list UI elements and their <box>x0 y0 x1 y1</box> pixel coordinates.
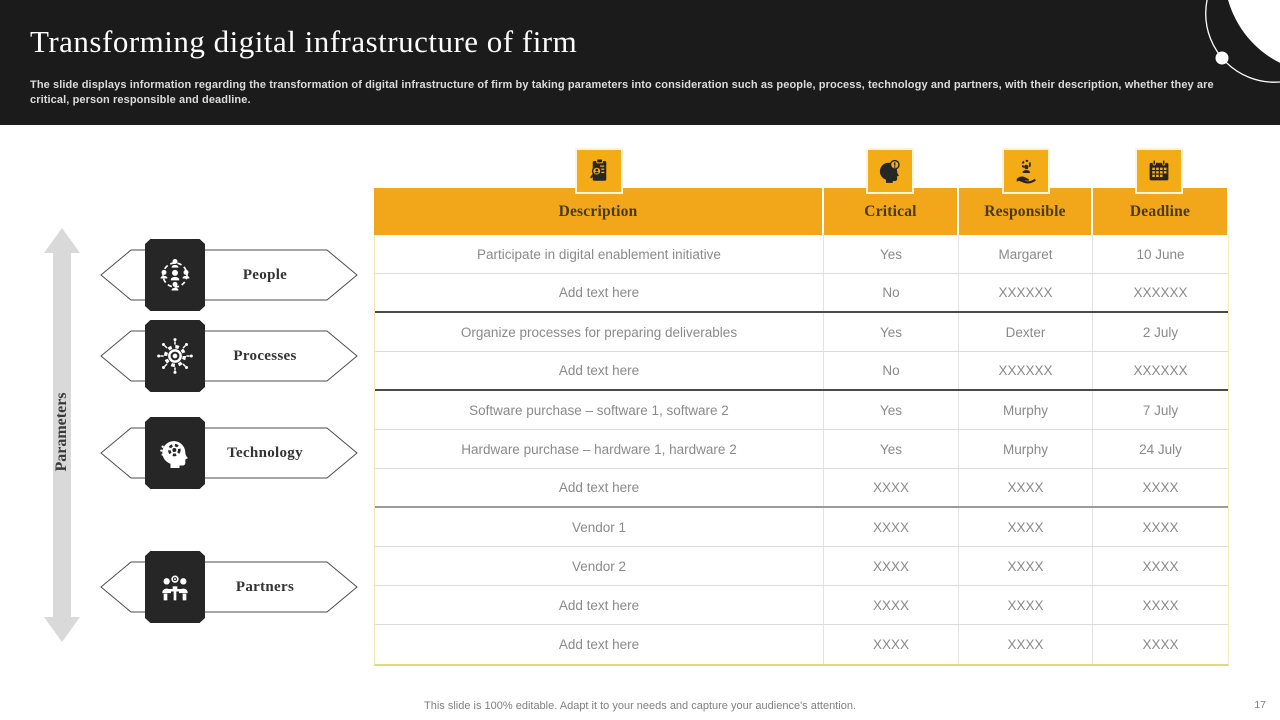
column-header-description: Description <box>374 188 822 235</box>
cell-responsible: Murphy <box>959 430 1093 468</box>
cell-critical: No <box>824 352 959 389</box>
cell-critical: Yes <box>824 391 959 429</box>
cell-description: Add text here <box>375 586 824 624</box>
cell-responsible: Margaret <box>959 235 1093 273</box>
table-row <box>375 235 1228 274</box>
column-header-critical: Critical <box>824 188 957 235</box>
cell-responsible: XXXX <box>959 469 1093 506</box>
cell-critical: XXXX <box>824 547 959 585</box>
clipboard-search-icon <box>575 148 623 194</box>
cell-description: Add text here <box>375 469 824 506</box>
cell-deadline: XXXXXX <box>1133 285 1188 300</box>
people-network-icon <box>145 239 205 311</box>
cell-deadline: 10 June <box>1136 246 1185 262</box>
parameter-banner-technology <box>100 427 358 479</box>
cell-critical: Yes <box>824 235 959 273</box>
calendar-icon <box>1135 148 1183 194</box>
cell-description: Vendor 1 <box>375 508 824 546</box>
cell-critical: Yes <box>824 313 959 351</box>
cell-description: Participate in digital enablement initiative <box>375 235 824 273</box>
table-row <box>375 508 1228 547</box>
cell-responsible: XXXX <box>959 586 1093 624</box>
parameter-banner-processes <box>100 330 358 382</box>
cell-responsible: Dexter <box>959 313 1093 351</box>
cell-deadline: XXXX <box>1142 597 1179 613</box>
table-row <box>375 625 1228 664</box>
parameters-axis-label: Parameters <box>53 392 70 472</box>
cell-deadline: XXXX <box>1142 519 1179 535</box>
table-row <box>375 313 1228 352</box>
column-header-responsible: Responsible <box>959 188 1091 235</box>
header-band <box>0 0 1280 125</box>
cell-deadline: XXXXXX <box>1133 363 1188 378</box>
table-row <box>375 391 1228 430</box>
partners-meeting-icon <box>145 551 205 623</box>
cell-responsible: XXXX <box>959 508 1093 546</box>
parameter-label: People <box>242 266 288 283</box>
cell-critical: XXXX <box>824 508 959 546</box>
table-header-row <box>374 188 1227 235</box>
parameter-banner-people <box>100 249 358 301</box>
editable-footnote: This slide is 100% editable. Adapt it to your needs and capture your audience's attention. <box>424 700 856 712</box>
parameter-label: Technology <box>227 444 303 461</box>
head-alert-icon <box>866 148 914 194</box>
cell-description: Organize processes for preparing deliverables <box>375 313 824 351</box>
cell-responsible: XXXX <box>959 547 1093 585</box>
cell-description: Add text here <box>375 352 824 389</box>
head-gear-icon <box>145 417 205 489</box>
table-row <box>375 352 1228 391</box>
process-gear-icon <box>145 320 205 392</box>
cell-description: Add text here <box>375 274 824 311</box>
cell-description: Hardware purchase – hardware 1, hardware 2 <box>375 430 824 468</box>
cell-description: Software purchase – software 1, software 2 <box>375 391 824 429</box>
slide-title: Transforming digital infrastructure of firm <box>30 24 578 59</box>
table-body <box>374 235 1229 666</box>
page-number: 17 <box>1254 699 1266 711</box>
table-row <box>375 430 1228 469</box>
cell-deadline: XXXX <box>1142 637 1179 652</box>
column-header-deadline: Deadline <box>1093 188 1227 235</box>
cell-critical: XXXX <box>824 625 959 664</box>
cell-critical: Yes <box>824 430 959 468</box>
parameter-label: Processes <box>233 347 297 364</box>
parameter-banner-partners <box>100 561 358 613</box>
cell-responsible: XXXXXX <box>959 352 1093 389</box>
cell-deadline: 7 July <box>1142 402 1179 418</box>
cell-deadline: 24 July <box>1139 441 1182 457</box>
cell-description: Vendor 2 <box>375 547 824 585</box>
cell-deadline: 2 July <box>1142 324 1179 340</box>
parameter-label: Partners <box>235 578 295 595</box>
corner-circle-decoration <box>1110 0 1280 125</box>
cell-critical: XXXX <box>824 586 959 624</box>
cell-deadline: XXXX <box>1142 480 1179 495</box>
table-row <box>375 274 1228 313</box>
cell-critical: XXXX <box>824 469 959 506</box>
cell-critical: No <box>824 274 959 311</box>
hand-person-gear-icon <box>1002 148 1050 194</box>
table-row <box>375 469 1228 508</box>
cell-responsible: Murphy <box>959 391 1093 429</box>
cell-responsible: XXXXXX <box>959 274 1093 311</box>
table-row <box>375 586 1228 625</box>
table-row <box>375 547 1228 586</box>
cell-description: Add text here <box>375 625 824 664</box>
slide-subtitle: The slide displays information regarding the transformation of digital infrastructure of firm by taking parameters into consideration such as people, process, technology and partners, with their description, whether they are critical, person responsible and deadline. <box>30 79 1214 106</box>
cell-responsible: XXXX <box>959 625 1093 664</box>
cell-deadline: XXXX <box>1142 558 1179 574</box>
